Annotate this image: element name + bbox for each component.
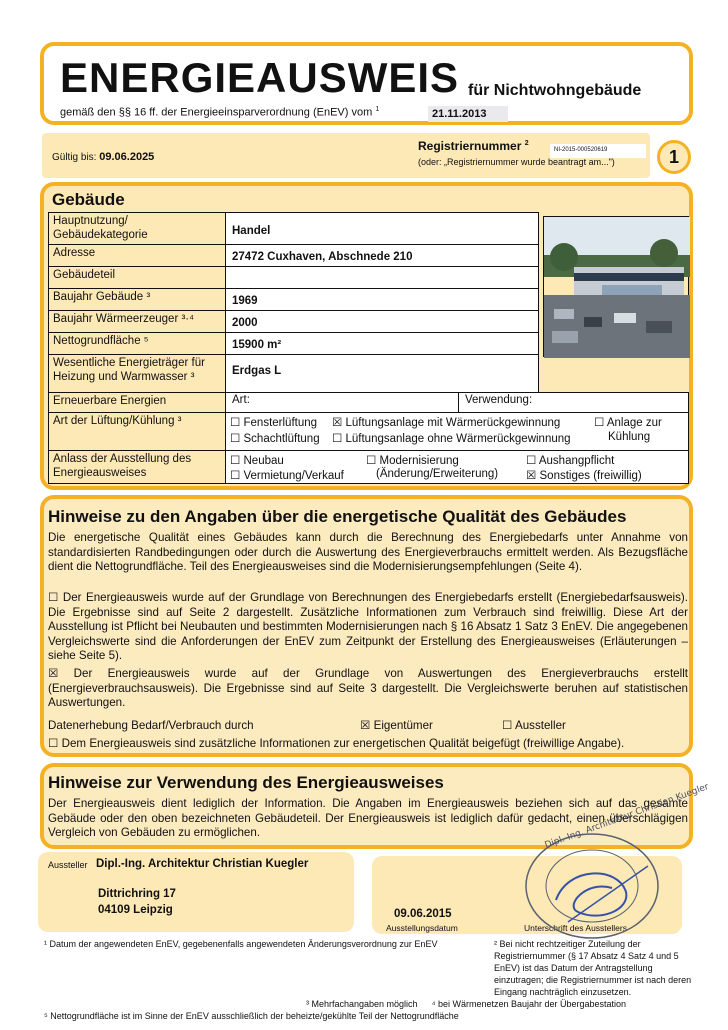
checkbox-modernisation[interactable]: ☐ Modernisierung [366, 455, 459, 467]
building-row [48, 212, 539, 244]
data-collection-label: Datenerhebung Bedarf/Verbrauch durch [48, 719, 254, 732]
footnote-2: ² Bei nicht rechtzeitiger Zuteilung der Registriernummer (§ 17 Absatz 4 Satz 4 und 5 EnEV) ist das Datum der Antragstellung einzutragen; die Registriernummer ist nach deren Eingang nachträglich einzusetzen. [494, 939, 692, 997]
registration-label: Registriernummer $^2$ [418, 139, 529, 153]
svg-text:Dipl.-Ing. Architektur Christi: Dipl.-Ing. Architektur Christian Kuegler [543, 782, 711, 851]
building-row [48, 310, 539, 332]
row-label: Anlass der Ausstellung des Energieausweises [48, 450, 226, 484]
building-row [48, 244, 539, 266]
footnote-4: ⁴ bei Wärmenetzen Baujahr der Übergabestation [431, 999, 627, 1009]
regulation-date: 21.11.2013 [428, 106, 508, 122]
row-label: Art der Lüftung/Kühlung ³ [48, 412, 226, 450]
row-label: Nettogrundfläche ⁵ [48, 332, 226, 354]
regulation-text: gemäß den §§ 16 ff. der Energieeinsparverordnung (EnEV) vom $^1$ [60, 106, 380, 119]
ventilation-options [226, 412, 689, 450]
hints-section [40, 495, 693, 757]
document-title: ENERGIEAUSWEIS [60, 54, 460, 101]
row-value: Erdgas L [226, 354, 539, 392]
row-label: Erneuerbare Energien [48, 392, 226, 412]
row-label: Wesentliche Energieträger für Heizung und Warmwasser ³ [48, 354, 226, 392]
page-number-badge: 1 [657, 140, 691, 174]
checkbox-window-ventilation[interactable]: ☐ Fensterlüftung [230, 417, 318, 429]
checkbox-owner[interactable]: ☒ Eigentümer [360, 719, 433, 732]
checkbox-issuer[interactable]: ☐ Aussteller [502, 719, 566, 732]
issuer-city: 04109 Leipzig [98, 904, 173, 916]
reason-row [48, 450, 689, 484]
issuer-street: Dittrichring 17 [98, 888, 176, 900]
footnotes [44, 938, 694, 1022]
building-title: Gebäude [52, 190, 125, 209]
checkbox-rent-sale[interactable]: ☐ Vermietung/Verkauf [230, 470, 344, 482]
row-label: Gebäudeteil [48, 266, 226, 288]
renewable-row [48, 392, 689, 412]
building-row [48, 288, 539, 310]
issue-date: 09.06.2015 [394, 908, 452, 920]
hints-consumption-option[interactable]: ☒ Der Energieausweis wurde auf der Grundlage von Auswertungen des Energieverbrauchs erstellt (Energieverbrauchsausweis). Die Ergebnisse sind auf Seite 3 dargestellt. Die Vergleichswerte beruhen auf statistischen Auswertungen. [48, 667, 688, 710]
signature-label: Unterschrift des Ausstellers [524, 923, 627, 933]
row-value: 2000 [226, 310, 539, 332]
building-section [40, 182, 693, 490]
row-value: 27472 Cuxhaven, Abschnede 210 [226, 244, 539, 266]
checkbox-additional-info[interactable]: ☐ Dem Energieausweis sind zusätzliche Informationen zur energetischen Qualität beigefügt (freiwillige Angabe). [48, 737, 625, 750]
row-label: Adresse [48, 244, 226, 266]
row-label: Baujahr Gebäude ³ [48, 288, 226, 310]
checkbox-new-building[interactable]: ☐ Neubau [230, 455, 284, 467]
issuer-box [38, 852, 354, 932]
building-photo [543, 216, 689, 357]
registration-number: NI-2015-000520619 [550, 144, 646, 158]
official-stamp [508, 782, 711, 938]
registration-strip [42, 133, 650, 178]
registration-note: (oder: „Registriernummer wurde beantragt am...") [418, 157, 615, 167]
row-value: 15900 m² [226, 332, 539, 354]
hints-demand-option[interactable]: ☐ Der Energieausweis wurde auf der Grundlage von Berechnungen des Energiebedarfs erstellt (Energiebedarfsausweis). Die Ergebnisse sind auf Seite 2 dargestellt. Zusätzliche Informationen zum Verbrauch sind freiwillig. Diese Art der Ausstellung ist Pflicht bei Neubauten und bestimmten Modernisierungen nach § 16 Absatz 1 Satz 3 EnEV. Die angegebenen Vergleichswerte sind die Anforderungen der EnEV zum Zeitpunkt der Erstellung des Energieausweises (Erläuterungen – siehe Seite 5). [48, 591, 688, 663]
row-value: Handel [226, 212, 539, 244]
building-row [48, 266, 539, 288]
checkbox-shaft-ventilation[interactable]: ☐ Schachtlüftung [230, 433, 320, 445]
hints-title: Hinweise zu den Angaben über die energetische Qualität des Gebäudes [48, 507, 627, 526]
checkbox-ventilation-no-recovery[interactable]: ☐ Lüftungsanlage ohne Wärmerückgewinnung [332, 433, 571, 445]
issue-date-label: Ausstellungsdatum [386, 923, 458, 933]
usage-text: Der Energieausweis dient lediglich der Information. Die Angaben im Energieausweis beziehen sich auf das gesamte Gebäude oder den oben bezeichneten Gebäudeteil. Der Energieausweis ist lediglich dafür gedacht, einen überschlägigen Vergleich von Gebäuden zu ermöglichen. [48, 797, 688, 840]
checkbox-cooling[interactable]: ☐ Anlage zur [594, 417, 662, 429]
footnote-1: ¹ Datum der angewendeten EnEV, gegebenenfalls angewendeten Änderungsverordnung zur EnEV [44, 939, 438, 949]
valid-until: Gültig bis: 09.06.2025 [52, 151, 155, 163]
checkbox-ventilation-recovery[interactable]: ☒ Lüftungsanlage mit Wärmerückgewinnung [332, 417, 561, 429]
footnote-5: ⁵ Nettogrundfläche ist im Sinne der EnEV ausschließlich der beheizte/gekühlte Teil der Nettogrundfläche [44, 1011, 459, 1021]
hints-intro: Die energetische Qualität eines Gebäudes kann durch die Berechnung des Energiebedarfs unter Annahme von standardisierten Randbedingungen oder durch die Auswertung des Energieverbrauchs ermittelt werden. Als Bezugsfläche dient die Nettogrundfläche. Teil des Energieausweises sind die Modernisierungsempfehlungen (Seite 4). [48, 531, 688, 574]
issuer-name: Dipl.-Ing. Architektur Christian Kuegler [96, 858, 309, 870]
usage-title: Hinweise zur Verwendung des Energieausweises [48, 773, 444, 792]
row-label: Hauptnutzung/ Gebäudekategorie [48, 212, 226, 244]
renewable-use: Verwendung: [459, 392, 689, 412]
document-subtitle: für Nichtwohngebäude [468, 82, 642, 99]
checkbox-other-voluntary[interactable]: ☒ Sonstiges (freiwillig) [526, 470, 642, 482]
checkbox-posting-obligation[interactable]: ☐ Aushangpflicht [526, 455, 615, 467]
building-row [48, 332, 539, 354]
footnote-3: ³ Mehrfachangaben möglich [306, 999, 418, 1009]
modernisation-note: (Änderung/Erweiterung) [376, 468, 499, 480]
row-value [226, 266, 539, 288]
row-value: 1969 [226, 288, 539, 310]
renewable-type: Art: [226, 392, 459, 412]
issuer-label: Aussteller [48, 860, 88, 870]
header-box [40, 42, 693, 125]
ventilation-row [48, 412, 689, 450]
row-label: Baujahr Wärmeerzeuger ³·⁴ [48, 310, 226, 332]
building-row [48, 354, 539, 392]
cooling-label: Kühlung [608, 431, 651, 443]
reason-options [226, 450, 689, 484]
